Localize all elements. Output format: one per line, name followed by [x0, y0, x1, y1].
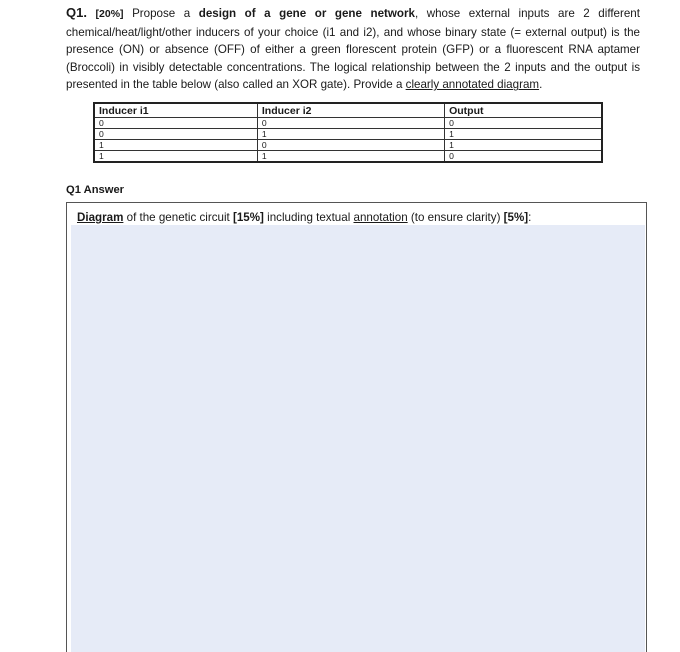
prompt-mid3: (to ensure clarity) [407, 211, 504, 224]
answer-input-area[interactable] [71, 225, 645, 652]
cell-i2: 0 [257, 140, 444, 151]
xor-truth-table [93, 102, 603, 163]
cell-i1: 0 [94, 118, 257, 129]
cell-output: 0 [445, 151, 602, 163]
table-row [94, 129, 602, 140]
cell-i2: 0 [257, 118, 444, 129]
answer-label: Q1 Answer [66, 184, 125, 196]
cell-i2: 1 [257, 129, 444, 140]
cell-i1: 0 [94, 129, 257, 140]
prompt-percent-15: [15%] [232, 211, 264, 224]
question-number: Q1. [66, 5, 87, 20]
question-end: . [539, 78, 543, 92]
prompt-end: : [528, 211, 532, 224]
question-percent: [20%] [95, 8, 124, 20]
cell-output: 1 [445, 129, 602, 140]
annotated-diagram-link[interactable]: clearly annotated diagram [405, 78, 540, 92]
answer-box [66, 202, 647, 652]
cell-i1: 1 [94, 140, 257, 151]
question-bold-phrase: design of a gene or gene network [198, 7, 415, 20]
header-inducer-i2: Inducer i2 [257, 103, 444, 118]
cell-output: 0 [445, 118, 602, 129]
table-row [94, 118, 602, 129]
cell-output: 1 [445, 140, 602, 151]
table-row [94, 151, 602, 163]
answer-prompt [67, 203, 646, 225]
prompt-annotation: annotation [353, 211, 408, 224]
prompt-percent-5: [5%] [503, 211, 529, 224]
table-header-row [94, 103, 602, 118]
prompt-diagram: Diagram [77, 211, 124, 224]
question-text-part2: , whose external inputs are 2 different chemical/heat/light/other inducers of your choice (i1 and i2), and whose binary state (= external output) is the presence (ON) or absence (OFF) of either a green florescent protein (GFP) or a fluorescent RNA aptamer (Broccoli) in visibly detectable concentrations. The logical relationship between the 2 inputs and the output is presented in the table below (also called an XOR gate). Provide a [66, 7, 640, 92]
cell-i1: 1 [94, 151, 257, 163]
cell-i2: 1 [257, 151, 444, 163]
header-output: Output [445, 103, 602, 118]
header-inducer-i1: Inducer i1 [94, 103, 257, 118]
question-text [66, 4, 640, 94]
question-text-part1: Propose a [123, 7, 199, 20]
table-row [94, 140, 602, 151]
prompt-mid2: including textual [263, 211, 354, 224]
prompt-mid: of the genetic circuit [123, 211, 233, 224]
